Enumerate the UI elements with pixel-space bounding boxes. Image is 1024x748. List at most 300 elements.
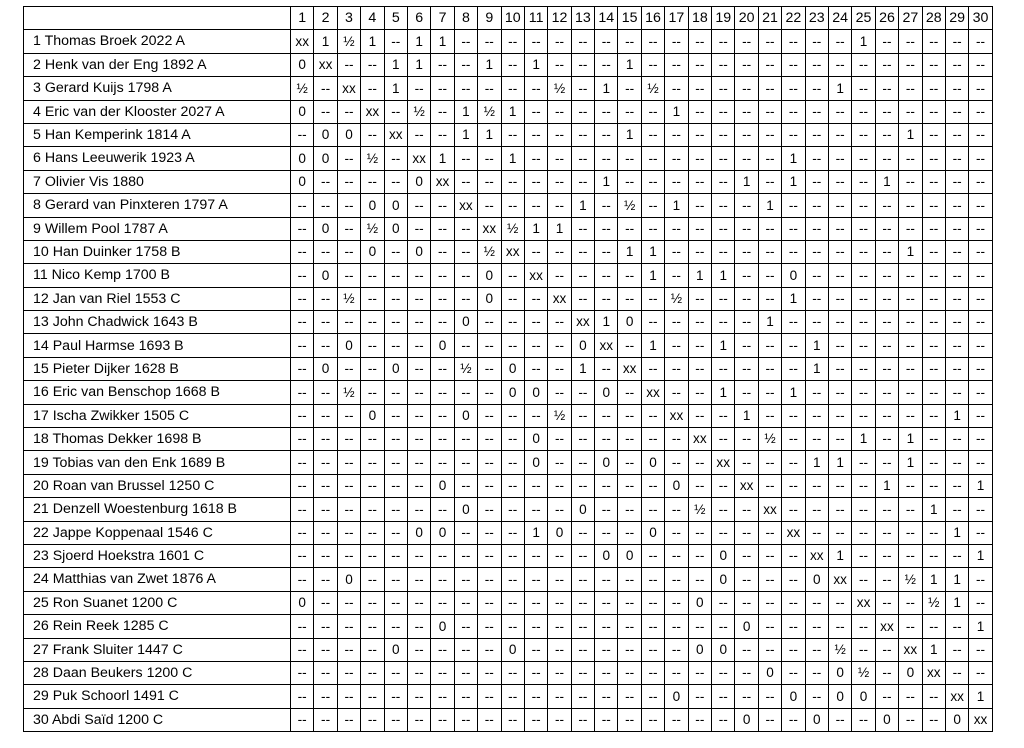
result-cell: --	[501, 194, 524, 217]
player-name: 24 Matthias van Zwet 1876 A	[24, 568, 291, 591]
result-cell: --	[665, 357, 688, 380]
result-cell: --	[524, 615, 547, 638]
result-cell: --	[291, 521, 314, 544]
result-cell: --	[291, 428, 314, 451]
result-cell: 0	[431, 521, 454, 544]
player-name: 4 Eric van der Klooster 2027 A	[24, 100, 291, 123]
result-cell: --	[501, 428, 524, 451]
result-cell: --	[969, 428, 992, 451]
result-cell: --	[618, 521, 641, 544]
result-cell: xx	[758, 498, 781, 521]
result-cell: --	[454, 287, 477, 310]
table-row	[24, 30, 993, 53]
table-row	[24, 544, 993, 567]
result-cell: --	[899, 170, 922, 193]
table-row	[24, 498, 993, 521]
result-cell: --	[712, 53, 735, 76]
result-cell: --	[384, 404, 407, 427]
result-cell: --	[407, 123, 430, 146]
result-cell: 1	[431, 147, 454, 170]
result-cell: 1	[407, 30, 430, 53]
result-cell: --	[805, 311, 828, 334]
result-cell: --	[758, 30, 781, 53]
result-cell: xx	[618, 357, 641, 380]
result-cell: --	[852, 311, 875, 334]
result-cell: --	[782, 638, 805, 661]
result-cell: --	[641, 100, 664, 123]
column-header: 21	[758, 7, 781, 30]
result-cell: --	[595, 638, 618, 661]
result-cell: --	[337, 521, 360, 544]
result-cell: 1	[805, 451, 828, 474]
result-cell: --	[571, 217, 594, 240]
result-cell: 0	[524, 428, 547, 451]
result-cell: --	[758, 77, 781, 100]
result-cell: 0	[828, 685, 851, 708]
result-cell: 1	[384, 77, 407, 100]
result-cell: 1	[828, 451, 851, 474]
result-cell: --	[478, 451, 501, 474]
result-cell: --	[361, 428, 384, 451]
result-cell: --	[758, 591, 781, 614]
result-cell: 0	[407, 521, 430, 544]
result-cell: --	[852, 264, 875, 287]
column-header: 11	[524, 7, 547, 30]
result-cell: --	[641, 170, 664, 193]
result-cell: --	[431, 661, 454, 684]
result-cell: --	[852, 568, 875, 591]
result-cell: --	[314, 240, 337, 263]
result-cell: --	[899, 77, 922, 100]
result-cell: --	[501, 287, 524, 310]
result-cell: --	[922, 685, 945, 708]
result-cell: --	[595, 568, 618, 591]
result-cell: 0	[828, 661, 851, 684]
result-cell: --	[875, 240, 898, 263]
result-cell: --	[899, 615, 922, 638]
table-row	[24, 53, 993, 76]
result-cell: --	[688, 474, 711, 497]
result-cell: --	[548, 451, 571, 474]
result-cell: --	[852, 451, 875, 474]
result-cell: --	[665, 661, 688, 684]
result-cell: 0	[291, 147, 314, 170]
player-name: 12 Jan van Riel 1553 C	[24, 287, 291, 310]
result-cell: --	[875, 334, 898, 357]
result-cell: --	[969, 264, 992, 287]
result-cell: --	[431, 77, 454, 100]
result-cell: --	[805, 30, 828, 53]
result-cell: --	[875, 661, 898, 684]
result-cell: --	[571, 708, 594, 731]
result-cell: --	[875, 30, 898, 53]
result-cell: 1	[407, 53, 430, 76]
result-cell: --	[665, 591, 688, 614]
result-cell: --	[945, 264, 968, 287]
result-cell: --	[314, 100, 337, 123]
result-cell: --	[314, 287, 337, 310]
result-cell: --	[945, 287, 968, 310]
result-cell: --	[361, 357, 384, 380]
result-cell: --	[641, 685, 664, 708]
result-cell: --	[922, 264, 945, 287]
result-cell: 1	[571, 357, 594, 380]
result-cell: --	[454, 615, 477, 638]
result-cell: --	[524, 544, 547, 567]
result-cell: --	[805, 100, 828, 123]
result-cell: --	[384, 428, 407, 451]
result-cell: --	[899, 147, 922, 170]
result-cell: 0	[361, 404, 384, 427]
result-cell: --	[641, 498, 664, 521]
result-cell: --	[922, 287, 945, 310]
result-cell: --	[524, 357, 547, 380]
result-cell: 1	[665, 100, 688, 123]
result-cell: --	[782, 428, 805, 451]
result-cell: --	[548, 100, 571, 123]
result-cell: --	[595, 498, 618, 521]
result-cell: --	[641, 615, 664, 638]
result-cell: --	[431, 591, 454, 614]
result-cell: --	[478, 615, 501, 638]
result-cell: --	[899, 685, 922, 708]
table-row	[24, 474, 993, 497]
result-cell: 0	[291, 591, 314, 614]
result-cell: --	[665, 147, 688, 170]
result-cell: --	[875, 100, 898, 123]
result-cell: --	[828, 708, 851, 731]
result-cell: --	[782, 53, 805, 76]
result-cell: --	[852, 240, 875, 263]
result-cell: --	[712, 287, 735, 310]
result-cell: --	[291, 544, 314, 567]
result-cell: --	[478, 591, 501, 614]
result-cell: 0	[384, 194, 407, 217]
result-cell: --	[571, 404, 594, 427]
result-cell: --	[571, 591, 594, 614]
result-cell: xx	[291, 30, 314, 53]
result-cell: xx	[922, 661, 945, 684]
result-cell: --	[548, 311, 571, 334]
result-cell: 0	[875, 708, 898, 731]
result-cell: --	[899, 287, 922, 310]
result-cell: --	[922, 30, 945, 53]
result-cell: 1	[852, 428, 875, 451]
result-cell: ½	[548, 77, 571, 100]
player-name: 27 Frank Sluiter 1447 C	[24, 638, 291, 661]
column-header: 1	[291, 7, 314, 30]
result-cell: 1	[595, 77, 618, 100]
result-cell: --	[337, 264, 360, 287]
result-cell: --	[314, 77, 337, 100]
result-cell: --	[828, 287, 851, 310]
result-cell: --	[291, 240, 314, 263]
result-cell: --	[524, 77, 547, 100]
result-cell: --	[431, 568, 454, 591]
result-cell: --	[618, 404, 641, 427]
result-cell: xx	[805, 544, 828, 567]
result-cell: --	[735, 498, 758, 521]
result-cell: 0	[501, 357, 524, 380]
result-cell: --	[758, 123, 781, 146]
result-cell: --	[758, 170, 781, 193]
column-header: 9	[478, 7, 501, 30]
result-cell: --	[828, 334, 851, 357]
result-cell: 1	[501, 100, 524, 123]
result-cell: --	[805, 474, 828, 497]
result-cell: --	[852, 474, 875, 497]
result-cell: --	[618, 708, 641, 731]
result-cell: --	[735, 685, 758, 708]
result-cell: --	[712, 77, 735, 100]
table-row	[24, 381, 993, 404]
result-cell: --	[548, 544, 571, 567]
result-cell: --	[571, 240, 594, 263]
result-cell: --	[337, 451, 360, 474]
result-cell: --	[407, 615, 430, 638]
table-row	[24, 708, 993, 731]
result-cell: --	[922, 428, 945, 451]
result-cell: --	[454, 30, 477, 53]
result-cell: --	[735, 428, 758, 451]
result-cell: 1	[875, 170, 898, 193]
result-cell: --	[361, 591, 384, 614]
result-cell: --	[805, 77, 828, 100]
result-cell: --	[501, 404, 524, 427]
result-cell: --	[478, 498, 501, 521]
result-cell: --	[828, 357, 851, 380]
result-cell: 1	[922, 638, 945, 661]
result-cell: --	[665, 123, 688, 146]
result-cell: --	[688, 381, 711, 404]
player-name: 3 Gerard Kuijs 1798 A	[24, 77, 291, 100]
result-cell: --	[454, 685, 477, 708]
result-cell: --	[875, 544, 898, 567]
result-cell: --	[712, 170, 735, 193]
result-cell: 0	[314, 357, 337, 380]
result-cell: xx	[407, 147, 430, 170]
result-cell: --	[407, 638, 430, 661]
result-cell: --	[758, 404, 781, 427]
result-cell: --	[431, 217, 454, 240]
player-name: 22 Jappe Koppenaal 1546 C	[24, 521, 291, 544]
result-cell: --	[454, 170, 477, 193]
result-cell: --	[899, 264, 922, 287]
result-cell: --	[688, 334, 711, 357]
result-cell: --	[571, 381, 594, 404]
result-cell: --	[922, 521, 945, 544]
result-cell: --	[384, 568, 407, 591]
result-cell: 0	[805, 568, 828, 591]
result-cell: 0	[431, 334, 454, 357]
result-cell: 0	[407, 240, 430, 263]
result-cell: --	[291, 451, 314, 474]
result-cell: --	[618, 568, 641, 591]
result-cell: --	[641, 638, 664, 661]
result-cell: --	[501, 568, 524, 591]
result-cell: --	[945, 217, 968, 240]
result-cell: --	[595, 521, 618, 544]
result-cell: --	[291, 334, 314, 357]
result-cell: xx	[337, 77, 360, 100]
result-cell: --	[945, 615, 968, 638]
result-cell: --	[945, 53, 968, 76]
result-cell: --	[571, 170, 594, 193]
result-cell: --	[875, 381, 898, 404]
result-cell: ½	[665, 287, 688, 310]
result-cell: xx	[969, 708, 992, 731]
result-cell: --	[407, 661, 430, 684]
result-cell: --	[875, 591, 898, 614]
result-cell: --	[524, 123, 547, 146]
result-cell: --	[361, 311, 384, 334]
result-cell: --	[454, 474, 477, 497]
result-cell: --	[641, 544, 664, 567]
result-cell: --	[595, 287, 618, 310]
result-cell: --	[431, 311, 454, 334]
result-cell: --	[688, 217, 711, 240]
result-cell: --	[384, 287, 407, 310]
result-cell: --	[548, 123, 571, 146]
result-cell: --	[361, 708, 384, 731]
result-cell: --	[548, 170, 571, 193]
result-cell: --	[361, 568, 384, 591]
player-name: 7 Olivier Vis 1880	[24, 170, 291, 193]
result-cell: --	[291, 194, 314, 217]
result-cell: --	[431, 685, 454, 708]
result-cell: --	[595, 357, 618, 380]
result-cell: --	[361, 170, 384, 193]
result-cell: --	[361, 123, 384, 146]
result-cell: --	[969, 194, 992, 217]
player-name: 8 Gerard van Pinxteren 1797 A	[24, 194, 291, 217]
result-cell: --	[665, 170, 688, 193]
result-cell: --	[524, 661, 547, 684]
result-cell: 1	[945, 568, 968, 591]
result-cell: --	[969, 591, 992, 614]
result-cell: --	[454, 568, 477, 591]
table-row	[24, 287, 993, 310]
result-cell: ½	[688, 498, 711, 521]
result-cell: 0	[665, 685, 688, 708]
result-cell: --	[712, 217, 735, 240]
result-cell: --	[641, 311, 664, 334]
result-cell: --	[688, 661, 711, 684]
result-cell: --	[712, 357, 735, 380]
table-row	[24, 264, 993, 287]
result-cell: xx	[945, 685, 968, 708]
result-cell: --	[782, 498, 805, 521]
result-cell: 1	[641, 334, 664, 357]
result-cell: --	[431, 357, 454, 380]
result-cell: --	[735, 240, 758, 263]
result-cell: --	[665, 428, 688, 451]
result-cell: --	[782, 568, 805, 591]
result-cell: --	[852, 287, 875, 310]
result-cell: --	[641, 474, 664, 497]
result-cell: --	[291, 568, 314, 591]
table-row	[24, 591, 993, 614]
result-cell: 1	[899, 428, 922, 451]
result-cell: --	[571, 147, 594, 170]
result-cell: 0	[618, 311, 641, 334]
result-cell: 1	[618, 53, 641, 76]
table-row	[24, 194, 993, 217]
result-cell: --	[805, 287, 828, 310]
result-cell: ½	[454, 357, 477, 380]
column-header: 30	[969, 7, 992, 30]
player-name: 30 Abdi Saïd 1200 C	[24, 708, 291, 731]
result-cell: --	[384, 685, 407, 708]
result-cell: --	[384, 591, 407, 614]
column-header: 19	[712, 7, 735, 30]
result-cell: ½	[828, 638, 851, 661]
result-cell: --	[945, 100, 968, 123]
result-cell: --	[641, 30, 664, 53]
result-cell: --	[875, 217, 898, 240]
result-cell: --	[501, 661, 524, 684]
result-cell: --	[337, 53, 360, 76]
result-cell: --	[478, 147, 501, 170]
result-cell: --	[314, 544, 337, 567]
result-cell: --	[922, 334, 945, 357]
result-cell: --	[384, 240, 407, 263]
result-cell: --	[899, 498, 922, 521]
result-cell: --	[688, 100, 711, 123]
result-cell: --	[361, 685, 384, 708]
result-cell: --	[758, 638, 781, 661]
result-cell: ½	[478, 240, 501, 263]
result-cell: ½	[548, 404, 571, 427]
result-cell: 1	[969, 474, 992, 497]
result-cell: --	[571, 77, 594, 100]
result-cell: --	[501, 53, 524, 76]
result-cell: --	[337, 170, 360, 193]
result-cell: --	[688, 123, 711, 146]
column-header: 18	[688, 7, 711, 30]
result-cell: 1	[805, 357, 828, 380]
result-cell: --	[618, 30, 641, 53]
result-cell: --	[407, 544, 430, 567]
result-cell: 1	[571, 194, 594, 217]
result-cell: --	[852, 53, 875, 76]
result-cell: --	[524, 147, 547, 170]
result-cell: --	[922, 194, 945, 217]
result-cell: --	[641, 287, 664, 310]
result-cell: --	[618, 615, 641, 638]
result-cell: --	[291, 357, 314, 380]
result-cell: 1	[969, 685, 992, 708]
result-cell: --	[665, 77, 688, 100]
result-cell: --	[454, 217, 477, 240]
result-cell: --	[875, 685, 898, 708]
result-cell: --	[875, 357, 898, 380]
result-cell: --	[501, 685, 524, 708]
player-name: 20 Roan van Brussel 1250 C	[24, 474, 291, 497]
result-cell: --	[945, 381, 968, 404]
result-cell: --	[852, 123, 875, 146]
result-cell: 0	[454, 404, 477, 427]
table-row	[24, 638, 993, 661]
result-cell: --	[595, 474, 618, 497]
result-cell: xx	[314, 53, 337, 76]
result-cell: --	[852, 334, 875, 357]
result-cell: 1	[501, 147, 524, 170]
result-cell: --	[712, 474, 735, 497]
result-cell: --	[805, 591, 828, 614]
result-cell: 0	[641, 521, 664, 544]
column-header: 29	[945, 7, 968, 30]
